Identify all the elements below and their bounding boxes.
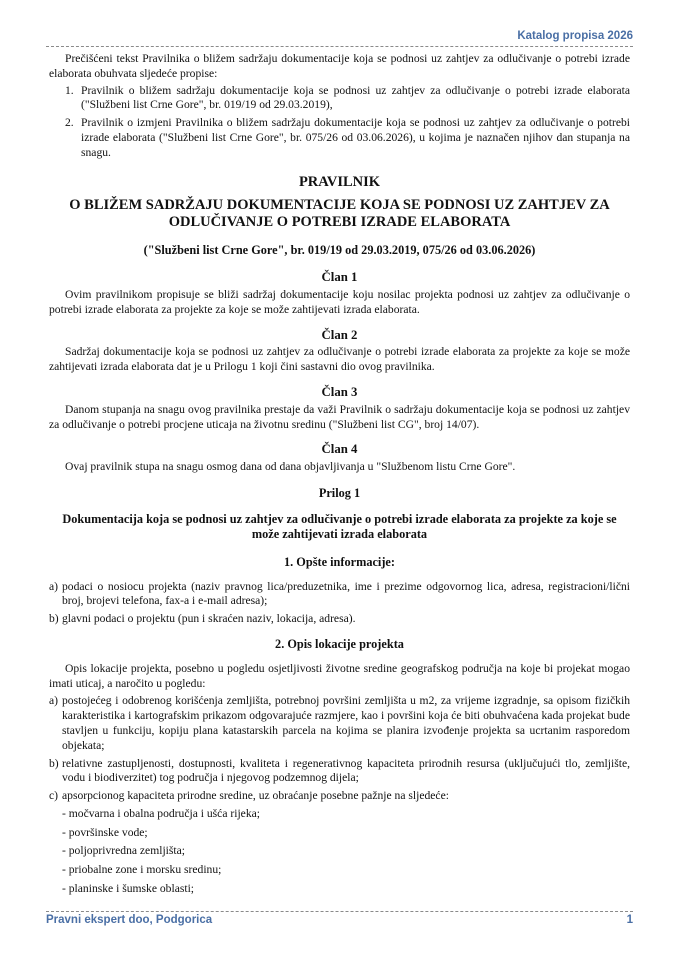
list-item: [49, 580, 630, 610]
section-1-list: [49, 580, 630, 627]
document-title: PRAVILNIK: [298, 173, 381, 190]
publisher-label: Pravni ekspert doo, Podgorica: [46, 914, 213, 926]
section-2-dash-list: [49, 807, 630, 897]
dash-item: - močvarna i obalna područja i ušća rijeka;: [62, 806, 260, 820]
list-item-letter: a): [49, 579, 59, 593]
list-item-letter: c): [49, 789, 59, 803]
dash-item: - površinske vode;: [62, 825, 148, 839]
list-item: [49, 757, 630, 787]
dash-item: - priobalne zone i morsku sredinu;: [62, 863, 222, 877]
dash-item: - planinske i šumske oblasti;: [62, 882, 195, 896]
gazette-reference: ("Službeni list Crne Gore", br. 019/19 od 29.03.2019, 075/26 od 03.06.2026): [143, 243, 536, 258]
list-item-number: 1.: [65, 83, 74, 97]
catalog-label: Katalog propisa 2026: [517, 30, 633, 42]
page-footer: [46, 911, 633, 928]
list-item-letter: b): [49, 756, 59, 770]
article-2-heading: Član 2: [321, 327, 358, 342]
page-header: [46, 28, 633, 47]
article-4-text: Ovaj pravilnik stupa na snagu osmog dana od dana objavljivanja u "Službenom listu Crne Gore".: [65, 460, 516, 474]
annex-label: Prilog 1: [318, 485, 361, 500]
page-number: 1: [626, 914, 633, 926]
intro-text: Prečišćeni tekst Pravilnika o bližem sadržaju dokumentacije koja se podnosi uz zahtjev za odlučivanje o potrebi izrade elaborata obuhvata sljedeće propise:: [49, 52, 630, 80]
article-1-text: Ovim pravilnikom propisuje se bliži sadržaj dokumentacije koju nosilac projekta podnosi uz zahtjev za odlučivanje o potrebi izrade elaborata za projekte za koje se može zahtijevati izrada elaborata.: [49, 287, 630, 316]
document-body: [49, 52, 630, 901]
section-2-heading: 2. Opis lokacije projekta: [275, 636, 404, 651]
list-item-text: relativne zastupljenosti, dostupnosti, kvaliteta i regenerativnog kapaciteta prirodnih resursa (uključujući tlo, zemljište, vodu i biodiverzitet) tog područja i njegovog podzemnog dijela;: [62, 756, 630, 785]
section-2-list: [49, 694, 630, 804]
section-1-heading: 1. Opšte informacije:: [284, 554, 395, 569]
document-subtitle: O BLIŽEM SADRŽAJU DOKUMENTACIJE KOJA SE PODNOSI UZ ZAHTJEV ZA ODLUČIVANJE O POTREBI IZRADE ELABORATA: [69, 197, 610, 231]
list-item-text: podaci o nosiocu projekta (naziv pravnog lica/preduzetnika, ime i prezime odgovornog lica, adresa, registracioni/lični broj, brojevi telefona, fax-a i e-mail adresa);: [62, 579, 630, 608]
regulations-list: [49, 84, 630, 161]
article-2-text: Sadržaj dokumentacije koja se podnosi uz zahtjev za odlučivanje o potrebi izrade elaborata za projekte za koje se može zahtijevati izrada elaborata dat je u Prilogu 1 koji čini sastavni dio ovog pravilnika.: [49, 345, 630, 374]
list-item: [49, 694, 630, 753]
annex-title: Dokumentacija koja se podnosi uz zahtjev za odlučivanje o potrebi izrade elaborata za projekte za koje se može zahtijevati izrada elaborata: [62, 511, 617, 542]
list-item-text: glavni podaci o projektu (pun i skraćen naziv, lokacija, adresa).: [62, 612, 356, 626]
list-item: [49, 612, 630, 627]
article-1-heading: Član 1: [321, 270, 358, 285]
list-item: [49, 789, 630, 804]
list-item: [49, 84, 630, 114]
list-item-number: 2.: [65, 116, 74, 130]
list-item-letter: b): [49, 612, 59, 626]
list-item-text: apsorpcionog kapaciteta prirodne sredine, uz obraćanje posebne pažnje na sljedeće:: [62, 789, 449, 803]
article-3-text: Danom stupanja na snagu ovog pravilnika prestaje da važi Pravilnik o sadržaju dokumentacije koja se podnosi uz zahtjev za odlučivanje o potrebi procjene uticaja na životnu sredinu ("Službeni list CG", broj 14/07).: [49, 402, 630, 431]
list-item-letter: a): [49, 694, 59, 708]
section-2-intro: Opis lokacije projekta, posebno u pogledu osjetljivosti životne sredine geografskog područja na koje bi projekat mogao imati uticaj, a naročito u pogledu:: [49, 661, 630, 690]
dash-item: - poljoprivredna zemljišta;: [62, 844, 185, 858]
article-4-heading: Član 4: [321, 442, 358, 457]
list-item-text: Pravilnik o izmjeni Pravilnika o bližem sadržaju dokumentacije koja se podnosi uz zahtjev za odlučivanje o potrebi izrade elaborata ("Službeni list Crne Gore", br. 075/26 od 03.06.2026), u kojima je naznačen njihov dan stupanja na snagu.: [81, 116, 630, 159]
list-item-text: Pravilnik o bližem sadržaju dokumentacije koja se podnosi uz zahtjev za odlučivanje o potrebi izrade elaborata ("Službeni list Crne Gore", br. 019/19 od 29.03.2019),: [81, 83, 630, 112]
list-item: [49, 116, 630, 160]
article-3-heading: Član 3: [321, 384, 358, 399]
list-item-text: postojećeg i odobrenog korišćenja zemljišta, potrebnoj površini zemljišta u m2, za vrijeme izgradnje, sa opisom fizičkih karakteristika i kartografskim prikazom odgovarajuće razmjere, kao i površini koja će biti obuhvaćena kada projekat bude stavljen u funkciju, kopiju plana katastarskih parcela na kojima se planira izvođenje projekta sa ucrtanim rasporedom objekata;: [62, 694, 630, 752]
